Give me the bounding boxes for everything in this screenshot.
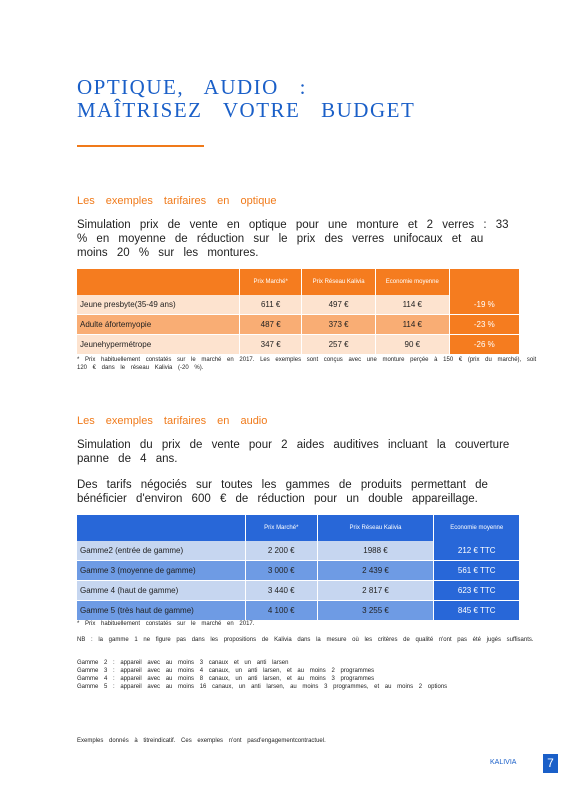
table-row (77, 315, 520, 335)
audio-note-1: * Prix habituellement constatés sur le marché en 2017. (77, 621, 255, 627)
economie: 114 € (375, 315, 449, 335)
table-row (77, 541, 520, 561)
economie: 845 € TTC (434, 601, 520, 621)
table-row (77, 335, 520, 355)
header-cell (449, 269, 519, 295)
optique-table (77, 269, 520, 355)
prix-reseau: 1988 € (317, 541, 434, 561)
prix-reseau: 2 439 € (317, 561, 434, 581)
gamme-item: Gamme 4 : appareil avec au moins 8 canaux, un anti larsen, et au moins 3 programmes (77, 676, 375, 682)
table-row (77, 295, 520, 315)
row-label: Gamme 5 (très haut de gamme) (77, 601, 245, 621)
economie: 114 € (375, 295, 449, 315)
prix-marche: 611 € (240, 295, 302, 315)
row-label: Jeune presbyte(35-49 ans) (77, 295, 240, 315)
prix-reseau: 497 € (302, 295, 376, 315)
gamme-list (77, 659, 547, 691)
title-line-2: MAÎTRISEZ VOTRE BUDGET (77, 98, 416, 122)
prix-marche: 2 200 € (245, 541, 317, 561)
header-cell (77, 515, 245, 541)
header-cell (77, 269, 240, 295)
audio-table (77, 515, 520, 621)
gamme-item: Gamme 3 : appareil avec au moins 4 canaux, un anti larsen, et au moins 2 programmes (77, 668, 375, 674)
row-label: Adulte áfortemyopie (77, 315, 240, 335)
title-underline (77, 145, 204, 147)
prix-marche: 347 € (240, 335, 302, 355)
audio-heading: Les exemples tarifaires en audio (77, 415, 268, 427)
table-row (77, 581, 520, 601)
table-row (77, 561, 520, 581)
prix-reseau: 257 € (302, 335, 376, 355)
prix-marche: 3 000 € (245, 561, 317, 581)
row-label: Gamme 4 (haut de gamme) (77, 581, 245, 601)
header-cell: Prix Marché* (245, 515, 317, 541)
economie: 561 € TTC (434, 561, 520, 581)
page-title (77, 76, 415, 122)
row-label: Jeunehypermétrope (77, 335, 240, 355)
table-header-row (77, 269, 520, 295)
header-cell: Prix Réseau Kalivia (302, 269, 376, 295)
prix-marche: 3 440 € (245, 581, 317, 601)
header-cell: Economie moyenne (375, 269, 449, 295)
audio-intro-2: Des tarifs négociés sur toutes les gammes de produits permettant de bénéficier d'environ 600 € de réduction pour un double appareillage. (77, 479, 488, 505)
header-cell: Prix Réseau Kalivia (317, 515, 434, 541)
row-label: Gamme 3 (moyenne de gamme) (77, 561, 245, 581)
prix-reseau: 2 817 € (317, 581, 434, 601)
pourcentage: -23 % (449, 315, 519, 335)
optique-heading: Les exemples tarifaires en optique (77, 195, 277, 207)
audio-intro-1: Simulation du prix de vente pour 2 aides auditives incluant la couverture panne de 4 ans. (77, 439, 510, 465)
prix-marche: 4 100 € (245, 601, 317, 621)
disclaimer: Exemples donnés à titreindicatif. Ces exemples n'ont pasd'engagementcontractuel. (77, 738, 326, 744)
prix-reseau: 373 € (302, 315, 376, 335)
table-row (77, 601, 520, 621)
footer-brand: KALIVIA (490, 759, 517, 766)
optique-note: * Prix habituellement constatés sur le marché en 2017. Les exemples sont conçus avec une monture perçée à 150 € (prix du marché), soit 120 € dans le réseau Kalivia (-20 %). (77, 357, 537, 371)
pourcentage: -19 % (449, 295, 519, 315)
pourcentage: -26 % (449, 335, 519, 355)
title-line-1: OPTIQUE, AUDIO : (77, 75, 307, 99)
prix-marche: 487 € (240, 315, 302, 335)
economie: 212 € TTC (434, 541, 520, 561)
header-cell: Economie moyenne (434, 515, 520, 541)
page-number: 7 (543, 754, 558, 773)
row-label: Gamme2 (entrée de gamme) (77, 541, 245, 561)
gamme-item: Gamme 2 : appareil avec au moins 3 canaux et un anti larsen (77, 660, 289, 666)
header-cell: Prix Marché* (240, 269, 302, 295)
table-header-row (77, 515, 520, 541)
optique-intro: Simulation prix de vente en optique pour une monture et 2 verres : 33 % en moyenne de réduction sur le prix des verres unifocaux et au moins 20 % sur les montures. (77, 219, 509, 259)
economie: 623 € TTC (434, 581, 520, 601)
gamme-item: Gamme 5 : appareil avec au moins 16 canaux, un anti larsen, au moins 3 programmes, et au moins 2 options (77, 684, 448, 690)
audio-note-2: NB : la gamme 1 ne figure pas dans les propositions de Kalivia dans la mesure où les critères de qualité n'ont pas été jugés suffisants. (77, 637, 534, 643)
prix-reseau: 3 255 € (317, 601, 434, 621)
economie: 90 € (375, 335, 449, 355)
